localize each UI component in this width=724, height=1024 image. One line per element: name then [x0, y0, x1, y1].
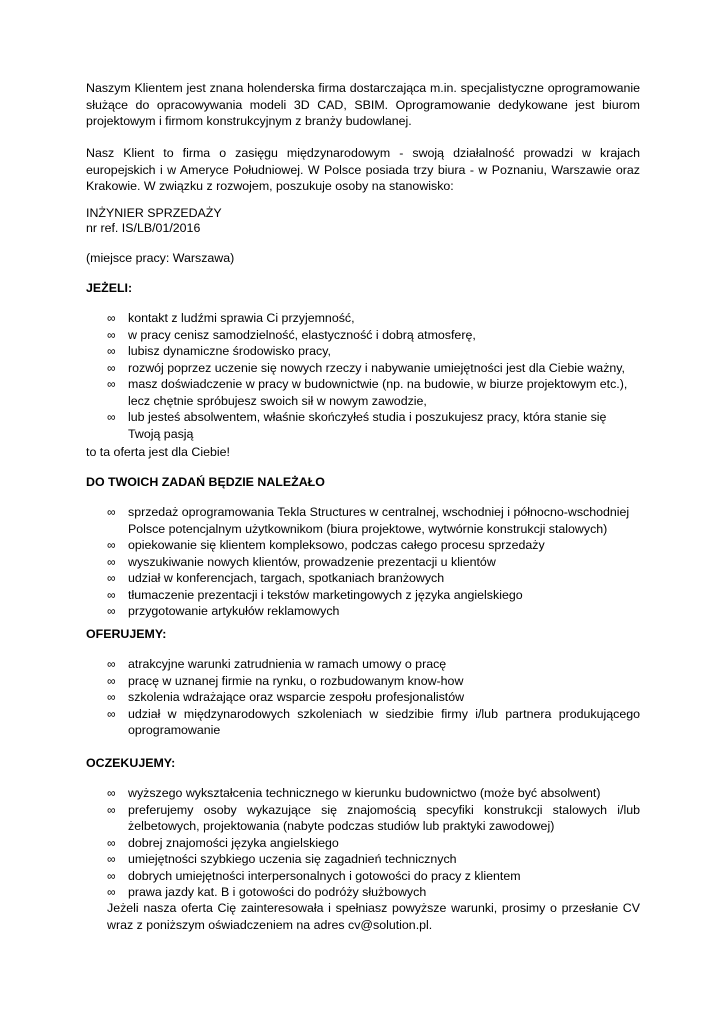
infinity-bullet-icon: ∞: [107, 538, 116, 552]
list-item: ∞ pracę w uznanej firmie na rynku, o rozbudowanym know-how: [107, 673, 464, 688]
infinity-bullet-icon: ∞: [107, 706, 116, 721]
infinity-bullet-icon: ∞: [107, 554, 116, 569]
infinity-bullet-icon: ∞: [107, 868, 116, 883]
list-item: ∞ sprzedaż oprogramowania Tekla Structures w centralnej, wschodniej i północno-wschodniej Polsce potencjalnym użytkownikom (biura projektowe, wytwórnie konstrukcji stalowych): [107, 505, 630, 536]
infinity-bullet-icon: ∞: [107, 604, 116, 618]
job-location: (miejsce pracy: Warszawa): [86, 251, 235, 265]
section-heading-oczekujemy: OCZEKUJEMY:: [86, 756, 176, 770]
list-item: ∞ atrakcyjne warunki zatrudnienia w ramach umowy o pracę: [107, 657, 447, 671]
infinity-bullet-icon: ∞: [107, 360, 116, 375]
list-item: ∞ dobrej znajomości języka angielskiego: [107, 835, 339, 850]
infinity-bullet-icon: ∞: [107, 571, 116, 585]
intro-paragraph-1: Naszym Klientem jest znana holenderska firma dostarczająca m.in. specjalistyczne oprogramowanie służące do opracowywania modeli 3D CAD, SBIM. Oprogramowanie dedykowane jest biurom projektowym i firmom konstrukcyjnym z branży budowlanej.: [86, 81, 640, 128]
oczekujemy-list: [86, 785, 640, 901]
list-item: ∞ udział w konferencjach, targach, spotkaniach branżowych: [107, 571, 445, 585]
list-item: ∞ lubisz dynamiczne środowisko pracy,: [107, 344, 331, 358]
infinity-bullet-icon: ∞: [107, 835, 116, 850]
list-item: ∞ udział w międzynarodowych szkoleniach w siedzibie firmy i/lub partnera produkującego oprogramowanie: [107, 706, 640, 737]
list-item: ∞ rozwój poprzez uczenie się nowych rzeczy i nabywanie umiejętności jest dla Ciebie ważny,: [107, 360, 626, 375]
list-item: ∞ opiekowanie się klientem kompleksowo, podczas całego procesu sprzedaży: [107, 538, 545, 552]
oferujemy-list: [86, 656, 640, 739]
list-item: ∞ tłumaczenie prezentacji i tekstów marketingowych z języka angielskiego: [107, 587, 523, 602]
list-item: ∞ przygotowanie artykułów reklamowych: [107, 604, 340, 618]
infinity-bullet-icon: ∞: [107, 690, 116, 704]
infinity-bullet-icon: ∞: [107, 505, 116, 519]
list-item: ∞ wyszukiwanie nowych klientów, prowadzenie prezentacji u klientów: [107, 554, 496, 569]
list-item: ∞ preferujemy osoby wykazujące się znajomością specyfiki konstrukcji stalowych i/lub żelbetowych, projektowania (nabyte podczas studiów lub praktyki zawodowej): [107, 802, 640, 833]
infinity-bullet-icon: ∞: [107, 311, 116, 325]
section-heading-zadania: DO TWOICH ZADAŃ BĘDZIE NALEŻAŁO: [86, 475, 325, 489]
infinity-bullet-icon: ∞: [107, 344, 116, 358]
list-item: ∞ w pracy cenisz samodzielność, elastyczność i dobrą atmosferę,: [107, 327, 476, 342]
jezeli-list: [86, 310, 640, 442]
list-item: ∞ prawa jazdy kat. B i gotowości do podróży służbowych: [107, 885, 427, 899]
list-item: ∞ umiejętności szybkiego uczenia się zagadnień technicznych: [107, 852, 457, 866]
list-item: ∞ lub jesteś absolwentem, właśnie skończyłeś studia i poszukujesz pracy, która stanie się Twoją pasją: [107, 410, 607, 441]
section-heading-oferujemy: OFERUJEMY:: [86, 627, 167, 641]
section-heading-jezeli: JEŻELI:: [86, 281, 133, 295]
list-item: ∞ szkolenia wdrażające oraz wsparcie zespołu profesjonalistów: [107, 690, 465, 704]
infinity-bullet-icon: ∞: [107, 587, 116, 602]
infinity-bullet-icon: ∞: [107, 377, 116, 391]
jezeli-closing: to ta oferta jest dla Ciebie!: [86, 445, 230, 459]
infinity-bullet-icon: ∞: [107, 657, 116, 671]
infinity-bullet-icon: ∞: [107, 410, 116, 424]
infinity-bullet-icon: ∞: [107, 802, 116, 817]
zadania-list: [86, 504, 640, 620]
infinity-bullet-icon: ∞: [107, 786, 116, 800]
infinity-bullet-icon: ∞: [107, 852, 116, 866]
infinity-bullet-icon: ∞: [107, 327, 116, 342]
footer-paragraph: Jeżeli nasza oferta Cię zainteresowała i spełniasz powyższe warunki, prosimy o przesłanie CV wraz z poniższym oświadczeniem na adres cv@solution.pl.: [107, 901, 640, 932]
list-item: ∞ kontakt z ludźmi sprawia Ci przyjemność,: [107, 311, 355, 325]
list-item: ∞ masz doświadczenie w pracy w budownictwie (np. na budowie, w biurze projektowym etc.), lecz chętnie spróbujesz swoich sił w nowym zawodzie,: [107, 377, 628, 408]
intro-paragraph-2: Nasz Klient to firma o zasięgu międzynarodowym - swoją działalność prowadzi w krajach europejskich i w Ameryce Południowej. W Polsce posiada trzy biura - w Poznaniu, Warszawie oraz Krakowie. W związku z rozwojem, poszukuje osoby na stanowisko:: [86, 146, 640, 193]
infinity-bullet-icon: ∞: [107, 885, 116, 899]
job-title: INŻYNIER SPRZEDAŻY: [86, 206, 222, 220]
infinity-bullet-icon: ∞: [107, 673, 116, 688]
list-item: ∞ dobrych umiejętności interpersonalnych i gotowości do pracy z klientem: [107, 868, 521, 883]
job-reference: nr ref. IS/LB/01/2016: [86, 221, 201, 235]
list-item: ∞ wyższego wykształcenia technicznego w kierunku budownictwo (może być absolwent): [107, 786, 601, 800]
